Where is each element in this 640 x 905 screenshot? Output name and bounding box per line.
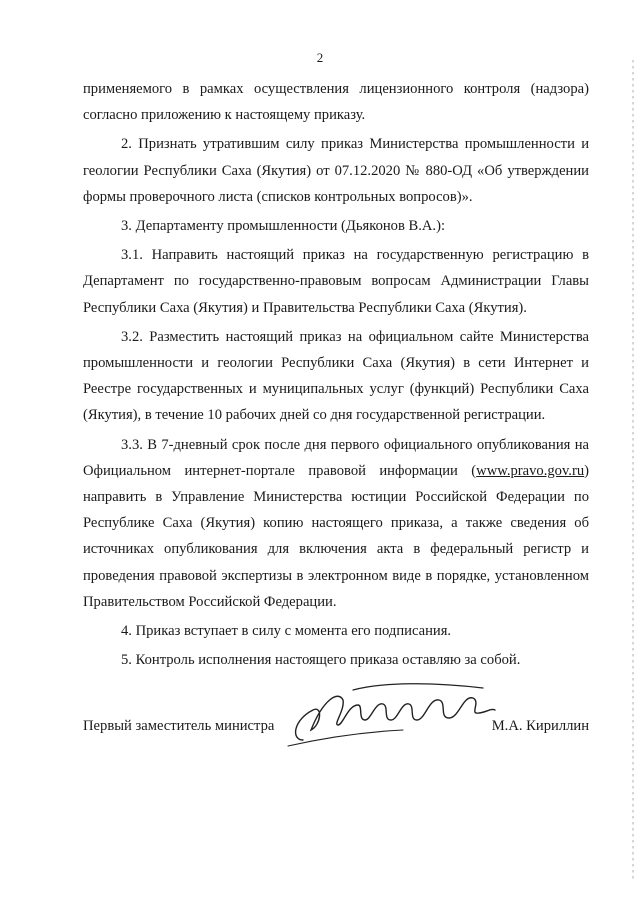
paragraph-item-3-3 bbox=[83, 432, 589, 618]
paragraph-item-5: 5. Контроль исполнения настоящего приказа оставляю за собой. bbox=[121, 652, 521, 669]
scan-edge-dots bbox=[632, 60, 634, 880]
signatory-position: Первый заместитель министра bbox=[83, 718, 275, 734]
paragraph-item-3-2: 3.2. Разместить настоящий приказ на официальном сайте Министерства промышленности и геологии Республики Саха (Якутия) в сети Интернет и Реестре государственных и муниципальных услуг (функций) Республики Саха (Якутия), в течение 10 рабочих дней со дня государственной регистрации. bbox=[83, 328, 589, 424]
paragraph-item-2: 2. Признать утратившим силу приказ Министерства промышленности и геологии Республики Саха (Якутия) от 07.12.2020 № 880-ОД «Об утверждении формы проверочного листа (списков контрольных вопросов)». bbox=[83, 136, 589, 205]
paragraph-item-3: 3. Департаменту промышленности (Дьяконов В.А.): bbox=[121, 218, 445, 235]
page-number: 2 bbox=[316, 50, 324, 65]
handwritten-signature bbox=[283, 680, 498, 750]
paragraph-item-3-3-start: 3.3. В 7-дневный срок после дня первого официального опубликования на Официальном интернет-портале правовой информации ( bbox=[83, 436, 589, 479]
paragraph-item-3-1: 3.1. Направить настоящий приказ на государственную регистрацию в Департамент по государственно-правовым вопросам Администрации Главы Республики Саха (Якутия) и Правительства Республики Саха (Якутия). bbox=[83, 247, 589, 316]
signatory-name: М.А. Кириллин bbox=[491, 718, 589, 734]
paragraph-item-3-3-end: ) направить в Управление Министерства юстиции Российской Федерации по Республике Саха (Якутия) копию настоящего приказа, а также сведения об источниках опубликования для включения акта в федеральный регистр и проведения правовой экспертизы в электронном виде в порядке, установленном Правительством Российской Федерации. bbox=[83, 462, 589, 610]
paragraph-item-4: 4. Приказ вступает в силу с момента его подписания. bbox=[121, 623, 452, 640]
signature-block bbox=[83, 712, 589, 752]
paragraph-continuation: применяемого в рамках осуществления лицензионного контроля (надзора) согласно приложению к настоящему приказу. bbox=[83, 81, 589, 124]
document-body bbox=[83, 76, 589, 676]
pravo-gov-link[interactable]: www.pravo.gov.ru bbox=[476, 462, 585, 479]
